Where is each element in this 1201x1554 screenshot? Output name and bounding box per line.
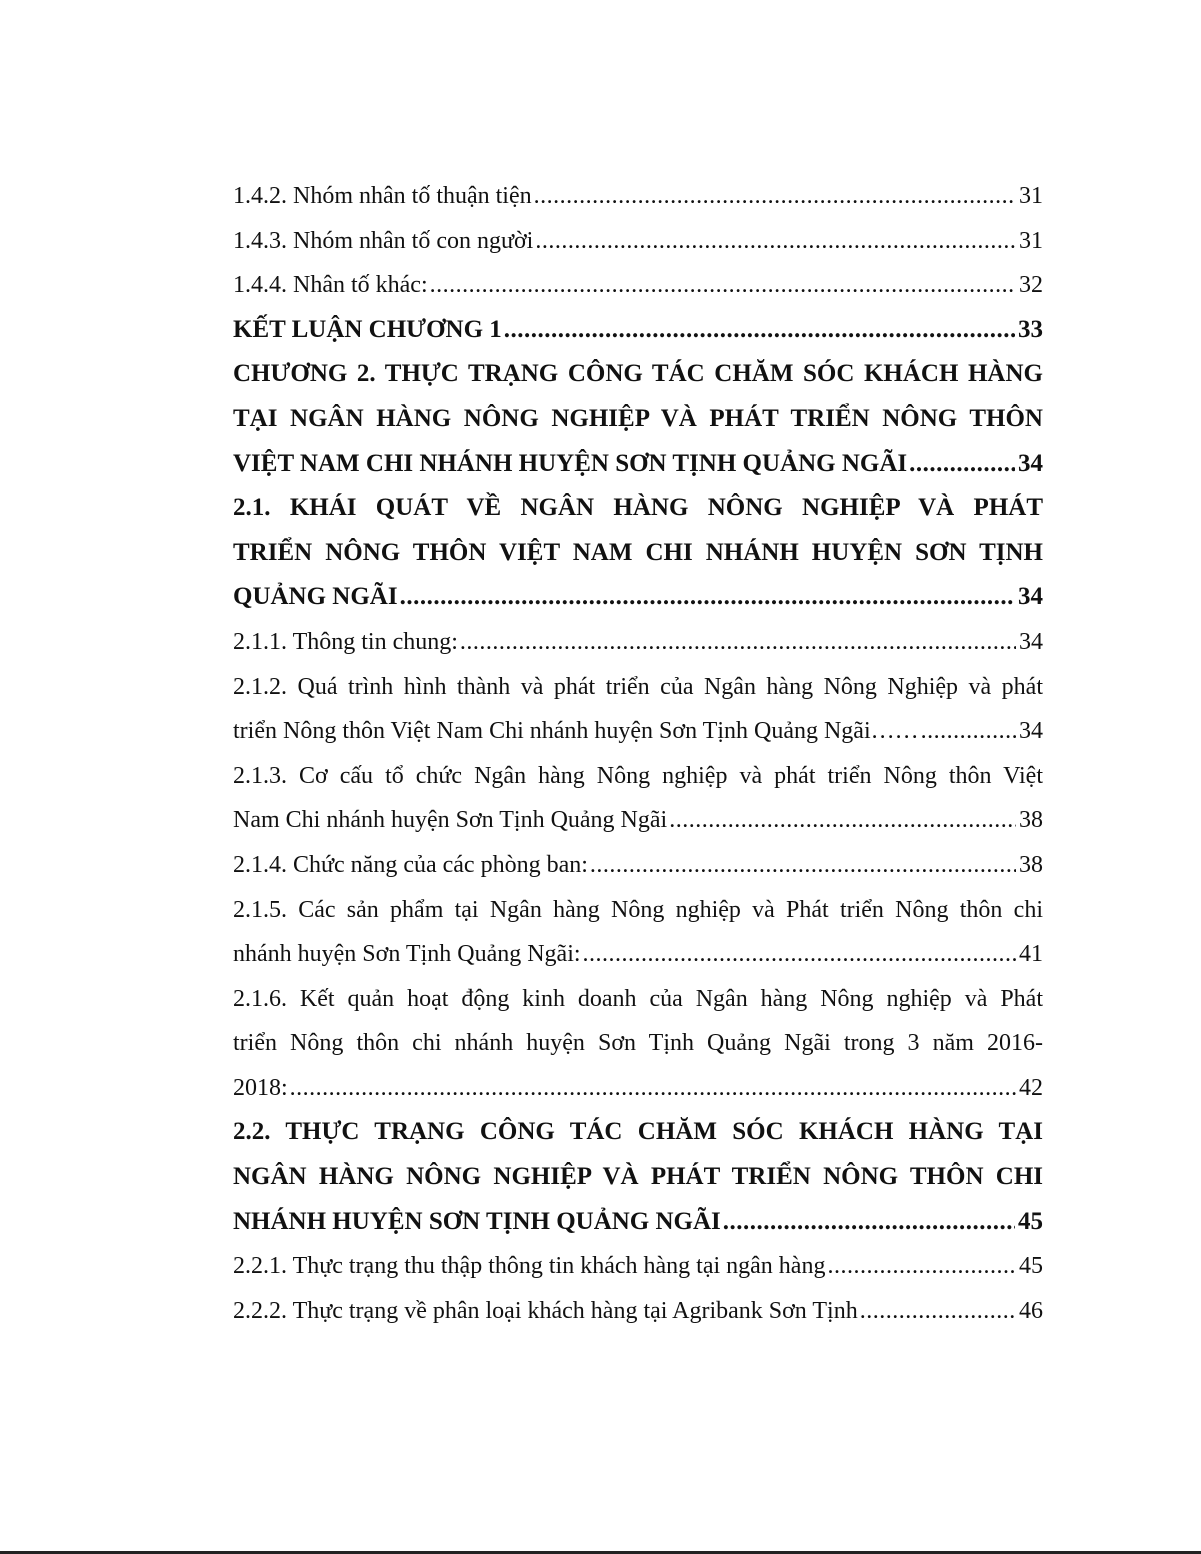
toc-entry-section-2-1[interactable] bbox=[233, 486, 1043, 620]
toc-page-number: 33 bbox=[1018, 315, 1043, 343]
toc-entry[interactable] bbox=[233, 219, 1043, 264]
toc-entry-title: 2.1.4. Chức năng của các phòng ban: bbox=[233, 851, 588, 878]
toc-entry-title: VIỆT NAM CHI NHÁNH HUYỆN SƠN TỊNH QUẢNG NGÃI bbox=[233, 449, 908, 477]
toc-leader-dots bbox=[400, 575, 1015, 620]
toc-entry[interactable] bbox=[233, 754, 1043, 843]
toc-entry-title: 2.2.1. Thực trạng thu thập thông tin khách hàng tại ngân hàng bbox=[233, 1253, 826, 1280]
toc-entry-line: NGÂN HÀNG NÔNG NGHIỆP VÀ PHÁT TRIỂN NÔNG THÔN CHI bbox=[233, 1163, 1043, 1191]
toc-leader-dots bbox=[723, 1200, 1015, 1245]
toc-leader-dots bbox=[590, 843, 1016, 888]
toc-entry[interactable] bbox=[233, 1289, 1043, 1334]
toc-leader-dots bbox=[669, 798, 1016, 843]
toc-page-number: 34 bbox=[1019, 718, 1043, 745]
toc-entry-line: TẠI NGÂN HÀNG NÔNG NGHIỆP VÀ PHÁT TRIỂN NÔNG THÔN bbox=[233, 404, 1043, 432]
toc-entry[interactable] bbox=[233, 843, 1043, 888]
toc-entry-line: 2.1.3. Cơ cấu tổ chức Ngân hàng Nông nghiệp và phát triển Nông thôn Việt bbox=[233, 762, 1043, 789]
toc-page-number: 38 bbox=[1019, 807, 1043, 834]
toc-entry-last-line bbox=[233, 1066, 1043, 1111]
toc-entry-line: 2.1.5. Các sản phẩm tại Ngân hàng Nông nghiệp và Phát triển Nông thôn chi bbox=[233, 896, 1043, 923]
toc-entry-title: NHÁNH HUYỆN SƠN TỊNH QUẢNG NGÃI bbox=[233, 1207, 721, 1235]
toc-leader-dots bbox=[909, 442, 1015, 487]
toc-entry[interactable] bbox=[233, 1244, 1043, 1289]
toc-entry-title: 2018: bbox=[233, 1074, 288, 1101]
toc-page-number: 38 bbox=[1019, 851, 1043, 878]
toc-leader-dots bbox=[504, 308, 1015, 353]
toc-entry-title: nhánh huyện Sơn Tịnh Quảng Ngãi: bbox=[233, 941, 581, 968]
toc-entry-title: 1.4.3. Nhóm nhân tố con người bbox=[233, 227, 534, 254]
toc-entry-title: 2.2.2. Thực trạng về phân loại khách hàng tại Agribank Sơn Tịnh bbox=[233, 1297, 858, 1324]
toc-page-number: 34 bbox=[1018, 583, 1043, 611]
toc-entry-title: KẾT LUẬN CHƯƠNG 1 bbox=[233, 315, 502, 343]
toc-entry-title: Nam Chi nhánh huyện Sơn Tịnh Quảng Ngãi bbox=[233, 807, 668, 834]
toc-entry-title: 1.4.4. Nhân tố khác: bbox=[233, 272, 428, 299]
toc-entry-last-line bbox=[233, 932, 1043, 977]
toc-entry-chapter-2[interactable] bbox=[233, 352, 1043, 486]
toc-entry[interactable] bbox=[233, 263, 1043, 308]
toc-leader-dots bbox=[827, 1244, 1016, 1289]
toc-page-number: 46 bbox=[1019, 1297, 1043, 1324]
toc-entry-title: QUẢNG NGÃI bbox=[233, 583, 398, 611]
toc-page-number: 42 bbox=[1019, 1074, 1043, 1101]
toc-entry-line: TRIỂN NÔNG THÔN VIỆT NAM CHI NHÁNH HUYỆN SƠN TỊNH bbox=[233, 538, 1043, 566]
toc-entry-last-line bbox=[233, 442, 1043, 487]
toc-entry-title: 2.1.1. Thông tin chung: bbox=[233, 628, 458, 655]
toc-leader-dots bbox=[460, 620, 1016, 665]
toc-page-number: 31 bbox=[1019, 227, 1043, 254]
toc-entry[interactable] bbox=[233, 174, 1043, 219]
toc-entry[interactable] bbox=[233, 665, 1043, 754]
toc-entry-last-line bbox=[233, 575, 1043, 620]
toc-entry[interactable] bbox=[233, 977, 1043, 1111]
toc-entry-title: triển Nông thôn Việt Nam Chi nhánh huyện Sơn Tịnh Quảng Ngãi…… bbox=[233, 718, 919, 745]
toc-page-number: 31 bbox=[1019, 183, 1043, 209]
toc-page-number: 45 bbox=[1018, 1207, 1043, 1235]
toc-leader-dots bbox=[534, 174, 1016, 219]
toc-leader-dots bbox=[535, 219, 1016, 264]
toc-entry-line: 2.1.6. Kết quản hoạt động kinh doanh của Ngân hàng Nông nghiệp và Phát bbox=[233, 985, 1043, 1012]
toc-entry-line: 2.1. KHÁI QUÁT VỀ NGÂN HÀNG NÔNG NGHIỆP VÀ PHÁT bbox=[233, 494, 1043, 522]
toc-entry-last-line bbox=[233, 1200, 1043, 1245]
toc-entry-line: triển Nông thôn chi nhánh huyện Sơn Tịnh Quảng Ngãi trong 3 năm 2016- bbox=[233, 1030, 1043, 1057]
toc-leader-dots bbox=[290, 1066, 1016, 1111]
toc-page-number: 41 bbox=[1019, 941, 1043, 968]
toc-page-number: 32 bbox=[1019, 272, 1043, 299]
toc-leader-dots bbox=[430, 263, 1016, 308]
toc-entry[interactable] bbox=[233, 620, 1043, 665]
toc-entry-line: 2.1.2. Quá trình hình thành và phát triển của Ngân hàng Nông Nghiệp và phát bbox=[233, 673, 1043, 700]
toc-page-number: 45 bbox=[1019, 1253, 1043, 1280]
toc-entry-last-line bbox=[233, 798, 1043, 843]
toc-entry[interactable] bbox=[233, 888, 1043, 977]
toc-leader-dots bbox=[921, 709, 1016, 754]
toc-page-number: 34 bbox=[1018, 449, 1043, 477]
toc-entry-title: 1.4.2. Nhóm nhân tố thuận tiện bbox=[233, 183, 532, 209]
toc-entry-chapter-conclusion[interactable] bbox=[233, 308, 1043, 353]
toc-entry-line: CHƯƠNG 2. THỰC TRẠNG CÔNG TÁC CHĂM SÓC KHÁCH HÀNG bbox=[233, 360, 1043, 388]
toc-entry-last-line bbox=[233, 709, 1043, 754]
toc-leader-dots bbox=[860, 1289, 1016, 1334]
toc-entry-line: 2.2. THỰC TRẠNG CÔNG TÁC CHĂM SÓC KHÁCH HÀNG TẠI bbox=[233, 1118, 1043, 1146]
toc-leader-dots bbox=[583, 932, 1016, 977]
table-of-contents bbox=[233, 174, 1043, 1333]
toc-page-number: 34 bbox=[1019, 628, 1043, 655]
toc-entry-section-2-2[interactable] bbox=[233, 1110, 1043, 1244]
